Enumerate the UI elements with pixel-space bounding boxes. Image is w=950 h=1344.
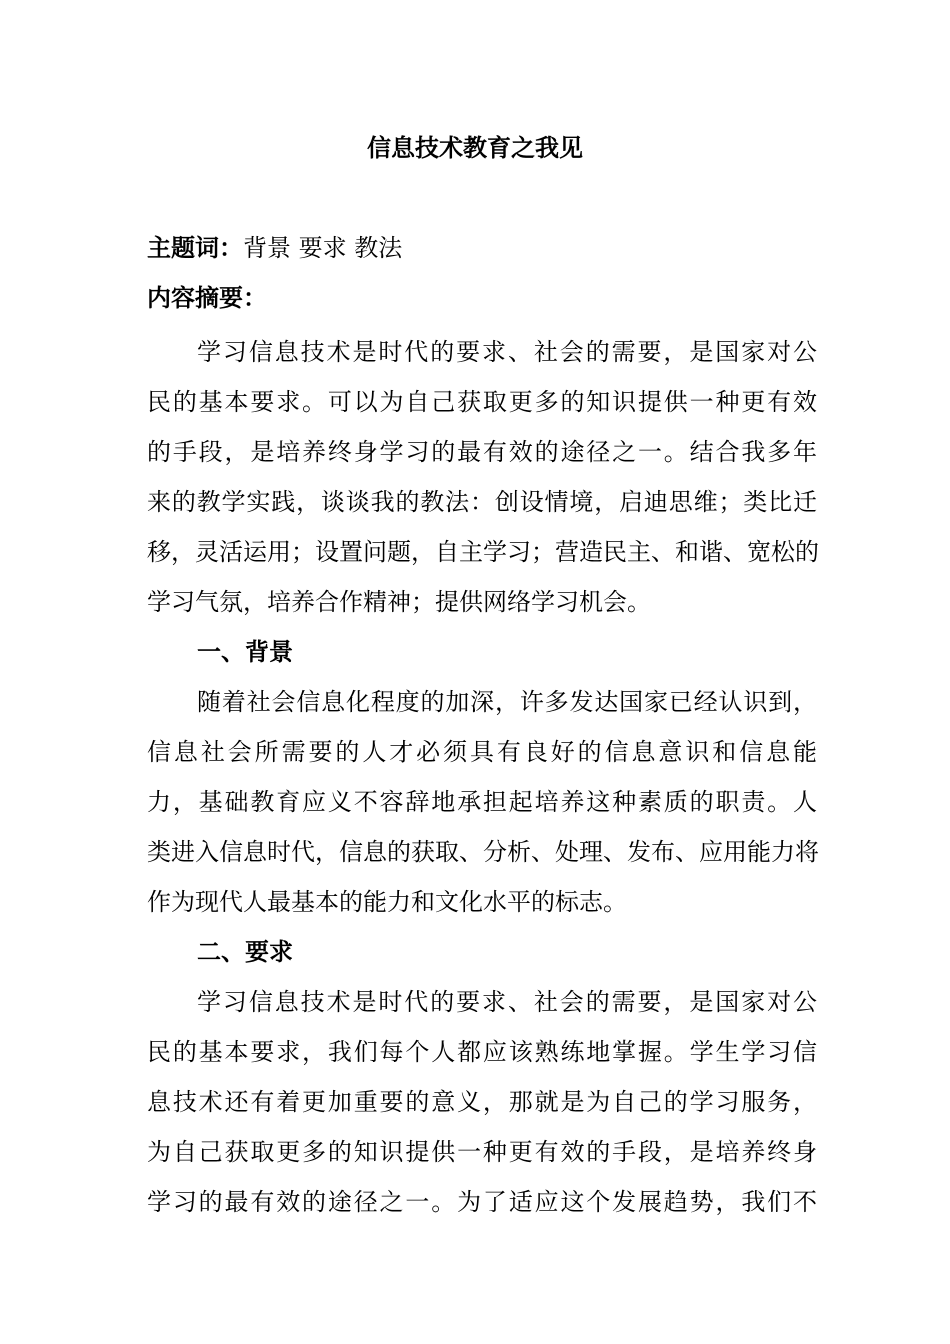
abstract-line: 民的基本要求。可以为自己获取更多的知识提供一种更有效 — [147, 388, 817, 416]
background-line: 作为现代人最基本的能力和文化水平的标志。 — [147, 888, 627, 916]
requirements-line: 息技术还有着更加重要的意义，那就是为自己的学习服务， — [147, 1088, 817, 1116]
abstract-label — [147, 280, 267, 316]
requirements-line: 为自己获取更多的知识提供一种更有效的手段，是培养终身 — [147, 1138, 817, 1166]
background-line: 力，基础教育应义不容辞地承担起培养这种素质的职责。人 — [147, 788, 817, 816]
keywords-label: 主题词： — [147, 233, 243, 262]
background-line: 信息社会所需要的人才必须具有良好的信息意识和信息能 — [147, 738, 817, 766]
requirements-line: 民的基本要求，我们每个人都应该熟练地掌握。学生学习信 — [147, 1038, 817, 1066]
document-body — [147, 327, 817, 1227]
keywords-line — [147, 230, 402, 266]
section-heading-requirements: 二、要求 — [197, 937, 293, 966]
background-line: 类进入信息时代，信息的获取、分析、处理、发布、应用能力将 — [147, 838, 819, 866]
requirements-line: 学习的最有效的途径之一。为了适应这个发展趋势，我们不 — [147, 1188, 817, 1216]
section-heading-background: 一、背景 — [197, 637, 293, 666]
document-title: 信息技术教育之我见 — [367, 133, 583, 162]
background-line: 随着社会信息化程度的加深，许多发达国家已经认识到， — [197, 688, 817, 716]
abstract-line: 学习信息技术是时代的要求、社会的需要，是国家对公 — [197, 338, 817, 366]
requirements-line: 学习信息技术是时代的要求、社会的需要，是国家对公 — [197, 988, 817, 1016]
abstract-line: 学习气氛，培养合作精神；提供网络学习机会。 — [147, 588, 651, 616]
abstract-line: 来的教学实践，谈谈我的教法：创设情境，启迪思维；类比迁 — [147, 488, 817, 516]
abstract-label-text: 内容摘要： — [147, 283, 267, 312]
keywords-value: 背景 要求 教法 — [243, 234, 403, 262]
abstract-line: 的手段，是培养终身学习的最有效的途径之一。结合我多年 — [147, 438, 817, 466]
abstract-line: 移，灵活运用；设置问题，自主学习；营造民主、和谐、宽松的 — [147, 538, 819, 566]
